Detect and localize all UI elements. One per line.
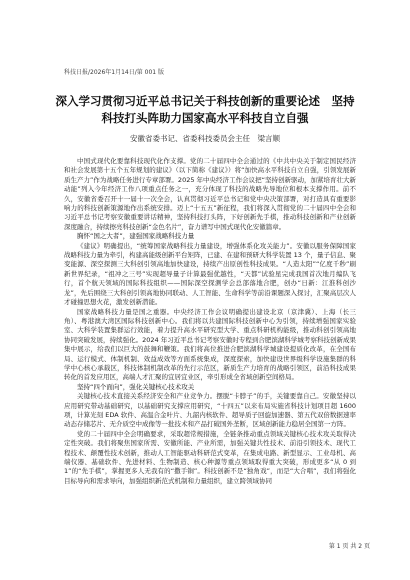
paragraph-core-technology: 关键核心技术直接关系经济安全和产业竞争力。摆脱“卡脖子”的手，关键要靠自己。安徽坚持以应用研究带动基础研究，以基础研究支撑应用研究，“十四五”以来布局实施省科技计划项目超 1600 项，计算光刻 EDA 软件、高温合金叶片、九韶内核软件、超导质子回旋加速器、第五代双倍数据速率动态存储芯片、无介质空中成像等一批技术和产品打破国外垄断，区域创新能力稳居全国第一方阵。 [64, 392, 356, 429]
newspaper-dateline: 科技日报/2026年1月14日/第 001 版 [64, 69, 165, 76]
paragraph-intro: 中国式现代化要靠科技现代化作支撑。党的二十届四中全会通过的《中共中央关于制定国民经济和社会发展第十五个五年规划的建议》（以下简称《建议》）将“加快高水平科技自立自强，引领发展新质生产力”作为战略任务进行专章部署。2025 年中央经济工作会议把“坚持创新驱动，加紧培育壮大新动能”列入今年经济工作八项重点任务之一，充分体现了科技的战略先导地位和根本支撑作用。前不久，安徽省委召开十一届十一次全会，认真贯彻习近平总书记和党中央决策部署，对打造具有重要影响力的科技创新策源地作出系统安排。迈上“十五五”新征程，我们将深入贯彻党的二十届四中全会和习近平总书记考察安徽重要讲话精神，坚持科技打头阵，下好创新先手棋，推动科技创新和产业创新深度融合，持续擦亮科技创新“金色名片”，奋力谱写中国式现代化安徽篇章。 [64, 157, 356, 231]
page-indicator: 第 1 页 共 2 页 [328, 543, 370, 550]
article-body [64, 157, 356, 535]
paragraph-breakthrough: 党的二十届四中全会明确要求，采取超常规措施，全链条推动重点领域关键核心技术攻关取得决定性突破。我们将聚焦国家所需、安徽所能、产业所需，加强关键共性技术、前沿引领技术、现代工程技术、颠覆性技术创新，推动人工智能驱动科研范式变革，在集成电路、新型显示、工业母机、高端仪器、基础软件、先进材料、生物制造、核心种源等重点领域取得重大突破，形成更多“从 0 到 1”的“先手棋”，掌握更多人无我有的“撒手锏”。科技创新不是“独角戏”，而是“大合唱”，我们将强化目标导向和需求导向，加强组织新范式机制和力量组织，建立跨领域协同 [64, 429, 356, 485]
section-heading-core-technology: 坚持“四个面向”，强化关键核心技术攻关 [77, 382, 195, 391]
article-title-line-2: 科技打头阵助力国家高水平科技自立自强 [101, 111, 309, 125]
paragraph-platforms: 《建议》明确提出，“统筹国家战略科技力量建设，增强体系化攻关能力”。安徽以服务保障国家战略科技力量为牵引，构建高能级创新平台矩阵，已建、在建和预研大科学装置 13 个，量子信息、聚变能源、深空探测三大科创引领高地加快建设，持续产出原创性科技成果。“人造太阳”“亿度千秒”刷新世界纪录，“祖冲之三号”实现超导量子计算最强优越性，“天都”试验星完成我国首次地月编队飞行，首个航天领域的国际科技组织——国际深空探测学会总部落地合肥，创办“日新：江淮科创沙龙”，先后围绕三大科创引领高地协同联动、人工智能、生命科学等前沿课题深入探讨，汇聚高层次人才碰撞思想火花，激发创新潜能。 [64, 241, 356, 307]
author-byline: 安徽省委书记、省委科技委员会主任 梁言顺 [130, 134, 280, 143]
article-title [40, 93, 370, 127]
paragraph-innovation-center: 国家战略科技力量是国之重器。中央经济工作会议明确提出建设北京（京津冀）、上海（长三角）、粤港澳大湾区国际科技创新中心。我们将以共建国际科技创新中心为引领，持续增强国家实验室、大科学装置集群运行效能，着力提升高水平研究型大学、重点科研机构能级，推动科创引领高地协同突破发展，持续强化。2024 年习近平总书记考察安徽时专程到合肥滨湖科学城考察科技创新成果集中展示，给我们以巨大的鼓舞和鞭策。我们将高位推进合肥滨湖科学城建设提质化改革，在全国布局、运行模式、体制机制、效益成效等方面系统集成，深度探索，加快建设世界级科学设施集群的科学中心核心承载区，科技体制机制改革的先行示范区，新质生产力培育的战略引领区，前沿科技成果转化的首发应用区，高端人才汇聚的宜居宜业区，牵引形成全省域创新空间格局。 [64, 307, 356, 382]
section-heading-strategic-force: 胸怀“国之大者”，建强国家战略科技力量 [77, 232, 195, 241]
article-title-line-1: 深入学习贯彻习近平总书记关于科技创新的重要论述 坚持 [55, 94, 355, 108]
